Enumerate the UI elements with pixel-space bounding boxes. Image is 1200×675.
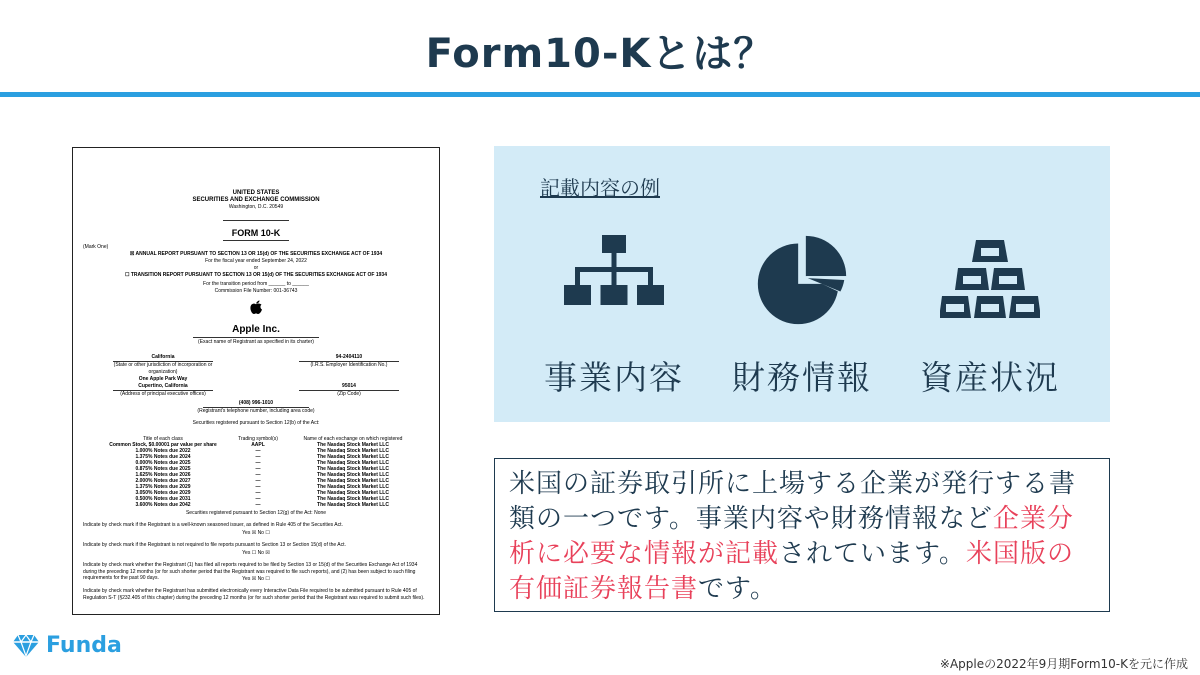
doc-security-exchange: The Nasdaq Stock Market LLC — [317, 448, 389, 454]
doc-col-header: Title of each class — [143, 436, 183, 442]
doc-check-question: Indicate by check mark if the Registrant is a well-known seasoned issuer, as defined in Rule 405 of the Securities Act. — [83, 522, 343, 528]
description-box — [494, 458, 1110, 612]
doc-security-exchange: The Nasdaq Stock Market LLC — [317, 442, 389, 448]
doc-header-line: UNITED STATES — [232, 190, 280, 196]
doc-security-title: 3.050% Notes due 2029 — [135, 490, 191, 496]
description-text: されています。 — [779, 539, 966, 569]
doc-security-symbol: — — [255, 460, 261, 466]
logo-text: Funda — [46, 633, 122, 658]
form-10k-document — [72, 147, 440, 615]
doc-address-line: One Apple Park Way — [138, 376, 188, 382]
doc-check-question: Indicate by check mark if the Registrant is not required to file reports pursuant to Section 13 or Section 15(d) of the Act. — [83, 542, 346, 548]
doc-fiscal-year: For the fiscal year ended September 24, 2022 — [205, 258, 307, 264]
doc-security-title: 1.625% Notes due 2026 — [135, 472, 191, 478]
doc-col-header: Trading symbol(s) — [238, 436, 278, 442]
title-underline — [0, 92, 1200, 97]
doc-zip-caption: (Zip Code) — [337, 391, 361, 397]
doc-address-caption: (Address of principal executive offices) — [120, 391, 206, 397]
doc-security-symbol: — — [255, 478, 261, 484]
example-item-label: 財務情報 — [732, 358, 872, 397]
panel-caption: 記載内容の例 — [540, 176, 660, 200]
doc-security-symbol: — — [255, 448, 261, 454]
doc-securities-table — [103, 436, 413, 508]
doc-ein-caption: (I.R.S. Employer Identification No.) — [310, 362, 388, 368]
doc-security-title: Common Stock, $0.00001 par value per share — [109, 442, 217, 448]
doc-security-title: 0.500% Notes due 2031 — [135, 496, 191, 502]
doc-security-exchange: The Nasdaq Stock Market LLC — [317, 496, 389, 502]
doc-address-line: Cupertino, California — [138, 383, 188, 389]
doc-check-answer: Yes ☐ No ☒ — [242, 550, 270, 556]
doc-zip: 95014 — [342, 383, 356, 389]
description-text: 米国の証券取引所に上場する企業が発行する書類の一つです。事業内容や財務情報など — [509, 469, 1077, 534]
doc-company-name: Apple Inc. — [232, 324, 280, 335]
doc-col-header: Name of each exchange on which registered — [303, 436, 403, 442]
doc-phone-caption: (Registrant's telephone number, including area code) — [197, 408, 315, 414]
doc-security-exchange: The Nasdaq Stock Market LLC — [317, 460, 389, 466]
doc-security-title: 1.375% Notes due 2029 — [135, 484, 191, 490]
doc-security-title: 0.875% Notes due 2025 — [135, 466, 191, 472]
example-item-business — [524, 232, 704, 399]
page-title: Form10-Kとは？ — [425, 31, 775, 77]
doc-transition-report: ☐ TRANSITION REPORT PURSUANT TO SECTION 13 OR 15(d) OF THE SECURITIES EXCHANGE ACT OF 1934 — [124, 272, 387, 278]
doc-form-title: FORM 10-K — [231, 228, 281, 238]
doc-security-symbol: — — [255, 466, 261, 472]
doc-security-exchange: The Nasdaq Stock Market LLC — [317, 466, 389, 472]
doc-state: California — [151, 354, 175, 360]
org-chart-icon — [564, 235, 664, 325]
pie-chart-icon — [752, 232, 852, 328]
doc-header-line: Washington, D.C. 20549 — [228, 204, 284, 210]
doc-security-title: 3.600% Notes due 2042 — [135, 502, 191, 508]
doc-security-symbol: — — [255, 454, 261, 460]
doc-company-caption: (Exact name of Registrant as specified in its charter) — [198, 339, 314, 345]
doc-security-exchange: The Nasdaq Stock Market LLC — [317, 454, 389, 460]
doc-security-symbol: — — [255, 496, 261, 502]
doc-security-row — [103, 502, 413, 508]
doc-check-answer: Yes ☒ No ☐ — [242, 530, 270, 536]
doc-check-answer: Yes ☒ No ☐ — [242, 576, 270, 582]
doc-or: or — [253, 265, 259, 271]
doc-security-exchange: The Nasdaq Stock Market LLC — [317, 502, 389, 508]
example-item-finance — [712, 232, 892, 399]
highlight-text: 企業分析に必要な情報が記載 — [509, 504, 1074, 569]
example-item-label: 資産状況 — [920, 358, 1060, 397]
doc-security-title: 2.000% Notes due 2027 — [135, 478, 191, 484]
doc-security-exchange: The Nasdaq Stock Market LLC — [317, 490, 389, 496]
example-item-label: 事業内容 — [544, 358, 684, 397]
doc-mark-one: (Mark One) — [83, 244, 109, 250]
doc-security-exchange: The Nasdaq Stock Market LLC — [317, 484, 389, 490]
doc-security-symbol: — — [255, 502, 261, 508]
doc-header-line: SECURITIES AND EXCHANGE COMMISSION — [192, 197, 320, 203]
gold-bars-icon — [940, 238, 1040, 322]
doc-check-question: Indicate by check mark whether the Registrant (1) has filed all reports required to be filed by Section 13 or 15(d) of the Securities Exchange Act of 1934 during the preceding 12 months (or for such shorter period that the Registrant was required to file such reports), and (2) has been subject to such filing requirements for the past 90 days. — [83, 562, 418, 581]
doc-transition-period: For the transition period from ______ to ______ — [203, 281, 309, 287]
doc-section-12g: Securities registered pursuant to Section 12(g) of the Act: None — [185, 510, 327, 516]
doc-section-12b: Securities registered pursuant to Section 12(b) of the Act: — [192, 420, 320, 426]
description-text: です。 — [698, 574, 777, 604]
example-item-assets — [900, 232, 1080, 399]
doc-security-exchange: The Nasdaq Stock Market LLC — [317, 478, 389, 484]
doc-security-symbol: — — [255, 472, 261, 478]
doc-security-title: 1.000% Notes due 2022 — [135, 448, 191, 454]
doc-ein: 94-2404110 — [335, 354, 363, 360]
funda-logo — [12, 633, 122, 658]
apple-logo-icon — [249, 299, 263, 315]
doc-security-exchange: The Nasdaq Stock Market LLC — [317, 472, 389, 478]
doc-security-title: 0.000% Notes due 2025 — [135, 460, 191, 466]
doc-security-symbol: — — [255, 484, 261, 490]
doc-security-symbol: AAPL — [251, 442, 265, 448]
highlight-text: 米国版の有価証券報告書 — [509, 539, 1074, 604]
content-examples-panel — [494, 146, 1110, 422]
doc-security-symbol: — — [255, 490, 261, 496]
doc-annual-report: ☒ ANNUAL REPORT PURSUANT TO SECTION 13 OR 15(d) OF THE SECURITIES EXCHANGE ACT OF 1934 — [129, 251, 383, 257]
doc-phone: (408) 996-1010 — [238, 400, 274, 406]
footnote: ※Appleの2022年9月期Form10-Kを元に作成 — [939, 657, 1188, 671]
doc-state-caption: (State or other jurisdiction of incorporation or organization) — [113, 362, 213, 375]
doc-check-question: Indicate by check mark whether the Registrant has submitted electronically every Interactive Data File required to be submitted pursuant to Rule 405 of Regulation S-T (§232.405 of this chapter) during the preceding 12 months (or for such shorter period that the Registrant was required to submit such files). — [83, 588, 425, 601]
doc-security-title: 1.375% Notes due 2024 — [135, 454, 191, 460]
diamond-logo-icon — [12, 634, 40, 658]
doc-commission-file: Commission File Number: 001-36743 — [214, 288, 298, 294]
